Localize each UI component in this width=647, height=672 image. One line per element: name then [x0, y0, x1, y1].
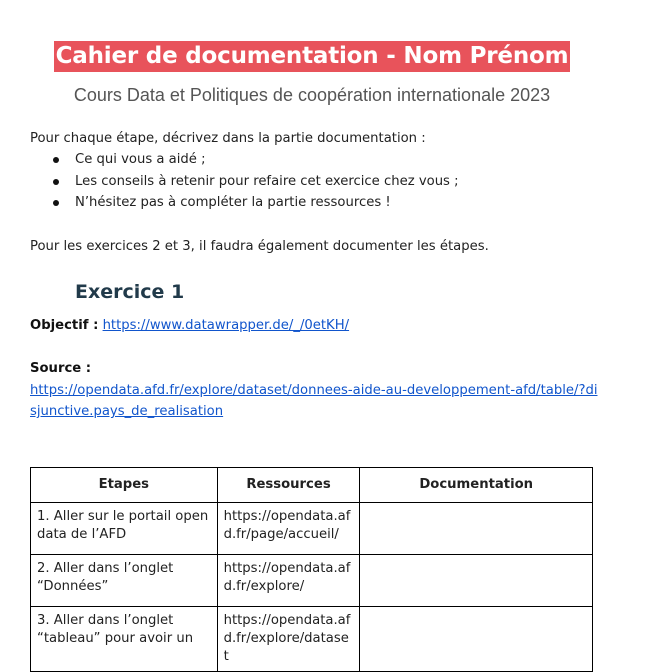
objective-link[interactable]: https://www.datawrapper.de/_/0etKH/ — [102, 318, 350, 333]
objective-label: Objectif : — [30, 318, 99, 333]
document-title: Cahier de documentation - Nom Prénom — [54, 41, 571, 72]
documentation-cell[interactable] — [360, 555, 593, 607]
step-cell: 2. Aller dans l’onglet “Données” — [31, 555, 218, 607]
instructions-list — [30, 149, 459, 214]
bullet-icon — [53, 157, 59, 163]
header-etapes: Etapes — [31, 468, 218, 503]
resource-cell: https://opendata.afd.fr/explore/dataset — [217, 607, 360, 672]
bullet-icon — [53, 179, 59, 185]
steps-table — [30, 467, 593, 672]
exercise-heading: Exercice 1 — [75, 281, 185, 303]
header-ressources: Ressources — [217, 468, 360, 503]
intro-text: Pour chaque étape, décrivez dans la partie documentation : — [30, 131, 426, 146]
table-header-row — [31, 468, 593, 503]
document-subtitle: Cours Data et Politiques de coopération internationale 2023 — [73, 85, 551, 105]
header-documentation: Documentation — [360, 468, 593, 503]
table-row — [31, 607, 593, 672]
resource-cell: https://opendata.afd.fr/page/accueil/ — [217, 503, 360, 555]
table-row — [31, 555, 593, 607]
source-link[interactable]: https://opendata.afd.fr/explore/dataset/donnees-aide-au-developpement-afd/table/?disjunctive.pays_de_realisation — [30, 383, 598, 419]
bullet-icon — [53, 200, 59, 206]
list-item: Ce qui vous a aidé ; — [30, 149, 459, 171]
list-item: N’hésitez pas à compléter la partie ressources ! — [30, 192, 459, 214]
title-wrapper — [0, 41, 624, 72]
note-text: Pour les exercices 2 et 3, il faudra également documenter les étapes. — [30, 239, 489, 254]
documentation-cell[interactable] — [360, 607, 593, 672]
step-cell: 3. Aller dans l’onglet “tableau” pour avoir un — [31, 607, 218, 672]
source-label: Source : — [30, 361, 92, 376]
documentation-cell[interactable] — [360, 503, 593, 555]
resource-cell: https://opendata.afd.fr/explore/ — [217, 555, 360, 607]
step-cell: 1. Aller sur le portail open data de l’AFD — [31, 503, 218, 555]
objective-line — [30, 315, 349, 336]
source-link-wrapper — [30, 380, 600, 422]
table-row — [31, 503, 593, 555]
list-item: Les conseils à retenir pour refaire cet exercice chez vous ; — [30, 171, 459, 193]
source-label-line — [30, 358, 91, 379]
